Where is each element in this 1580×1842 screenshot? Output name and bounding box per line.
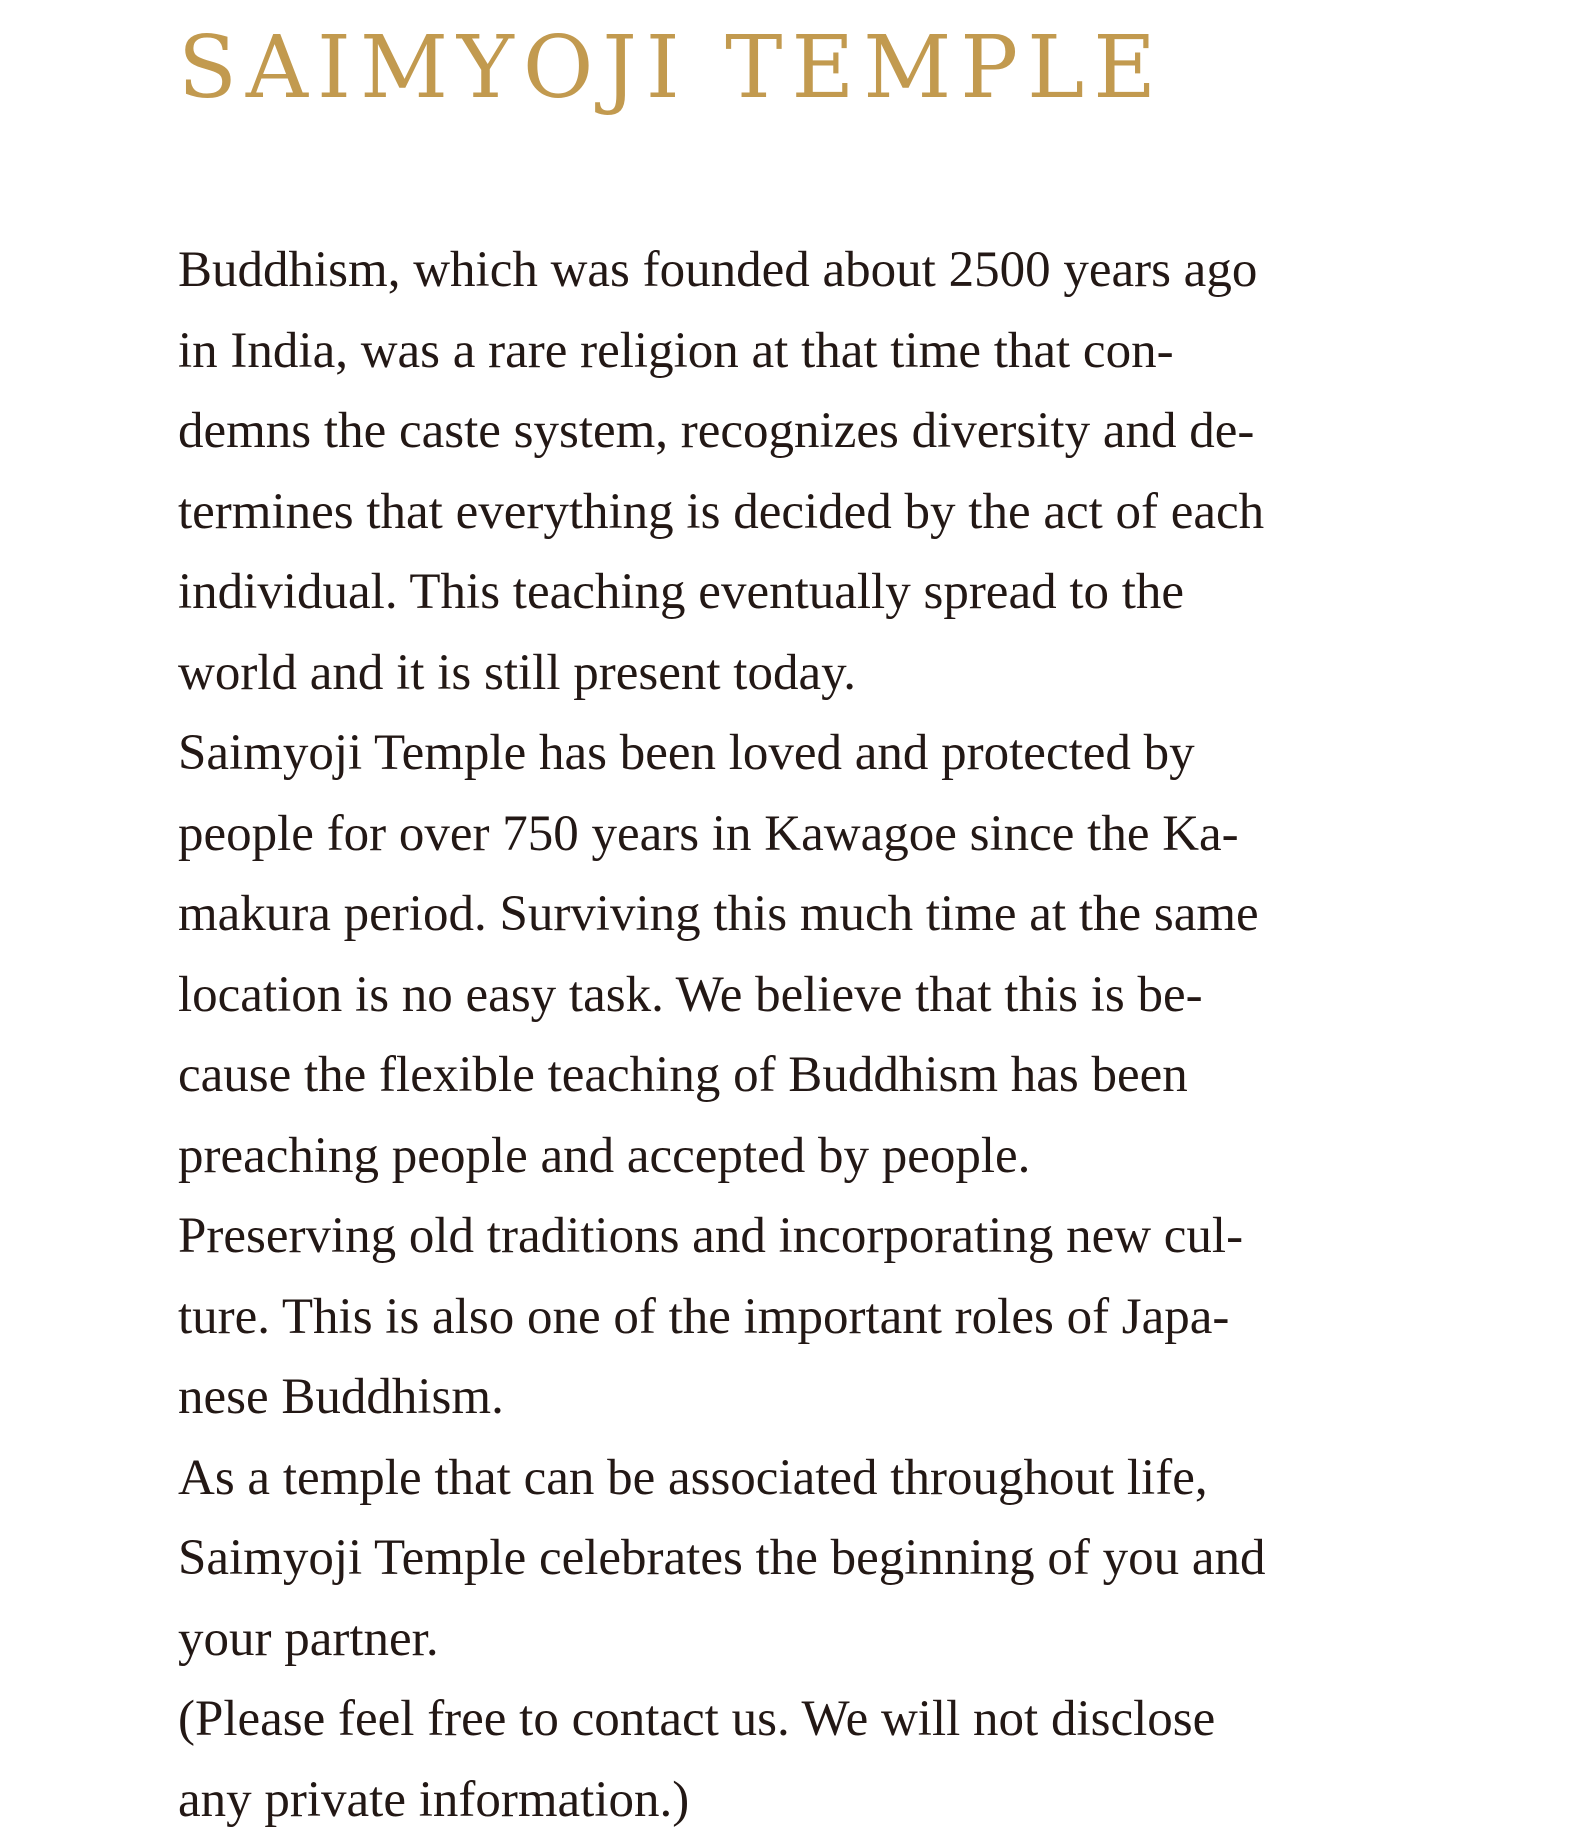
body-line: Saimyoji Temple has been loved and protected by (178, 725, 1195, 781)
body-line: Saimyoji Temple celebrates the beginning of you and (178, 1530, 1266, 1586)
body-line: people for over 750 years in Kawagoe since the Ka- (178, 805, 1239, 862)
body-line: in India, was a rare religion at that time that con- (178, 322, 1174, 379)
body-line: ture. This is also one of the important roles of Japa- (178, 1288, 1230, 1345)
body-line: nese Buddhism. (178, 1369, 504, 1425)
body-line: your partner. (178, 1610, 439, 1667)
body-line: cause the flexible teaching of Buddhism has been (178, 1047, 1188, 1103)
body-line: world and it is still present today. (178, 644, 857, 701)
body-line: any private information.) (178, 1771, 690, 1828)
content-page (178, 0, 1438, 1840)
body-line: individual. This teaching eventually spread to the (178, 564, 1185, 620)
body-line: location is no easy task. We believe that this is be- (178, 966, 1203, 1023)
body-line: preaching people and accepted by people. (178, 1127, 1031, 1184)
body-line: As a temple that can be associated throughout life, (178, 1449, 1208, 1506)
page-title: SAIMYOJI TEMPLE (178, 18, 1166, 118)
body-line: Preserving old traditions and incorporating new cul- (178, 1208, 1244, 1264)
body-line: (Please feel free to contact us. We will not disclose (178, 1691, 1216, 1747)
body-line: demns the caste system, recognizes diversity and de- (178, 403, 1255, 459)
body-line: termines that everything is decided by the act of each (178, 483, 1265, 540)
body-line: Buddhism, which was founded about 2500 years ago (178, 242, 1258, 298)
body-line: makura period. Surviving this much time at the same (178, 886, 1259, 942)
body-text (178, 230, 1438, 1840)
